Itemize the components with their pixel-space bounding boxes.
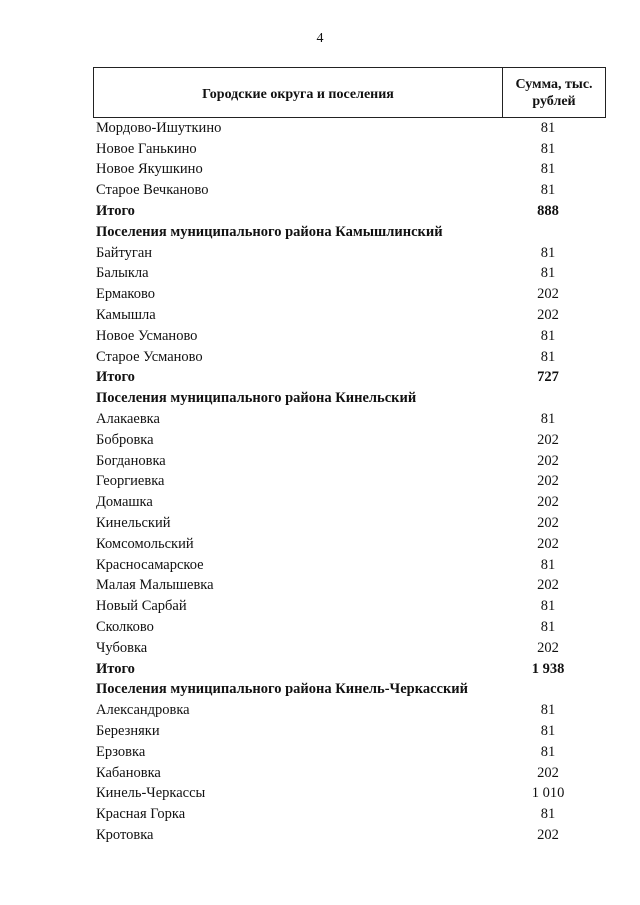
sum-value: 202 [537,473,559,490]
sum-value: 202 [537,826,559,843]
page-number: 4 [316,31,324,46]
sum-value: 81 [540,348,556,365]
sum-value: 81 [540,140,556,157]
settlement-name: Итого [96,203,135,220]
sum-value: 81 [540,411,556,428]
table-row [96,160,606,181]
settlement-name: Старое Вечканово [96,182,209,199]
sum-value: 81 [540,265,556,282]
sum-value: 727 [537,369,559,386]
settlement-name: Новое Якушкино [96,161,203,178]
sum-value: 81 [540,806,556,823]
sum-value: 81 [540,723,556,739]
settlement-name: Александровка [96,702,190,719]
table-header [93,67,606,118]
table-row [96,180,606,201]
table-row [96,784,606,805]
sum-value: 81 [540,619,556,636]
settlement-name: Старое Усманово [96,348,203,365]
settlement-name: Новое Усманово [96,327,198,344]
table-row [96,617,606,638]
sum-value: 202 [537,639,559,656]
sum-value: 81 [540,556,556,573]
table-row [96,513,606,534]
settlement-name: Домашка [96,494,153,511]
total-row [96,201,606,222]
settlement-name: Кабановка [96,764,161,781]
table-row [96,118,606,139]
settlement-name: Георгиевка [96,473,165,490]
settlement-name: Кротовка [96,826,154,843]
table-row [96,139,606,160]
sum-value: 81 [540,702,556,719]
table-row [96,721,606,742]
sum-value: 202 [537,431,559,448]
table-row [96,305,606,326]
table-row [96,451,606,472]
settlement-name: Кинельский [96,515,171,532]
settlement-name: Богдановка [96,452,166,469]
sum-value: 81 [540,161,556,178]
settlement-name: Ермаково [96,286,155,303]
total-row [96,368,606,389]
settlement-name: Балыкла [96,265,149,282]
sum-value: 81 [540,327,556,344]
table-row [96,576,606,597]
table-row [96,804,606,825]
table-row [96,284,606,305]
table-row [96,347,606,368]
column-header-sum-line2: рублей [532,93,576,109]
settlement-name: Ерзовка [96,743,146,760]
sum-value: 81 [540,743,556,760]
table-row [96,409,606,430]
sum-value: 202 [537,515,559,532]
sum-value: 202 [537,452,559,469]
table-body [96,118,606,846]
table-row [96,243,606,264]
table-row [96,472,606,493]
section-heading: Поселения муниципального района Кинельский [96,390,417,407]
sum-value: 81 [540,182,556,199]
settlement-name: Бобровка [96,431,154,448]
settlement-name: Сколково [96,619,154,636]
settlement-name: Итого [96,660,135,677]
table-row [96,700,606,721]
settlement-name: Чубовка [96,639,148,656]
table-row [96,742,606,763]
section-heading-row [96,222,606,243]
settlement-name: Новое Ганькино [96,140,197,157]
table-row [96,534,606,555]
column-header-sum-line1: Сумма, тыс. [515,76,593,92]
settlement-name: Красносамарское [96,556,204,573]
section-heading-row [96,680,606,701]
sum-value: 81 [540,244,556,261]
table-row [96,596,606,617]
table-row [96,264,606,285]
sum-value: 81 [540,598,556,615]
settlement-name: Новый Сарбай [96,598,187,615]
sum-value: 1 938 [531,660,565,677]
sum-value: 888 [537,203,559,220]
column-header-sum [503,68,605,117]
section-heading: Поселения муниципального района Камышлинский [96,223,443,240]
table-row [96,430,606,451]
sum-value: 202 [537,577,559,594]
sum-value: 202 [537,764,559,781]
settlement-name: Камышла [96,307,156,324]
settlement-name: Мордово-Ишуткино [96,119,222,136]
section-heading-row [96,388,606,409]
sum-value: 202 [537,535,559,552]
sum-value: 1 010 [531,785,565,802]
settlement-name: Малая Малышевка [96,577,214,594]
settlement-name: Кинель-Черкассы [96,785,206,802]
sum-value: 202 [537,307,559,324]
section-heading: Поселения муниципального района Кинель-Черкасский [96,681,469,698]
sum-value: 202 [537,286,559,303]
settlement-name: Алакаевка [96,411,160,428]
table-row [96,555,606,576]
settlement-name: Байтуган [96,244,153,261]
column-header-settlements: Городские округа и поселения [94,68,503,117]
total-row [96,659,606,680]
table-row [96,492,606,513]
table-row [96,638,606,659]
table-row [96,326,606,347]
settlement-name: Итого [96,369,135,386]
sum-value: 202 [537,494,559,511]
sum-value: 81 [540,119,556,136]
table-row [96,763,606,784]
settlement-name: Комсомольский [96,535,194,552]
table-row [96,825,606,846]
settlement-name: Березняки [96,723,160,739]
settlement-name: Красная Горка [96,806,186,823]
